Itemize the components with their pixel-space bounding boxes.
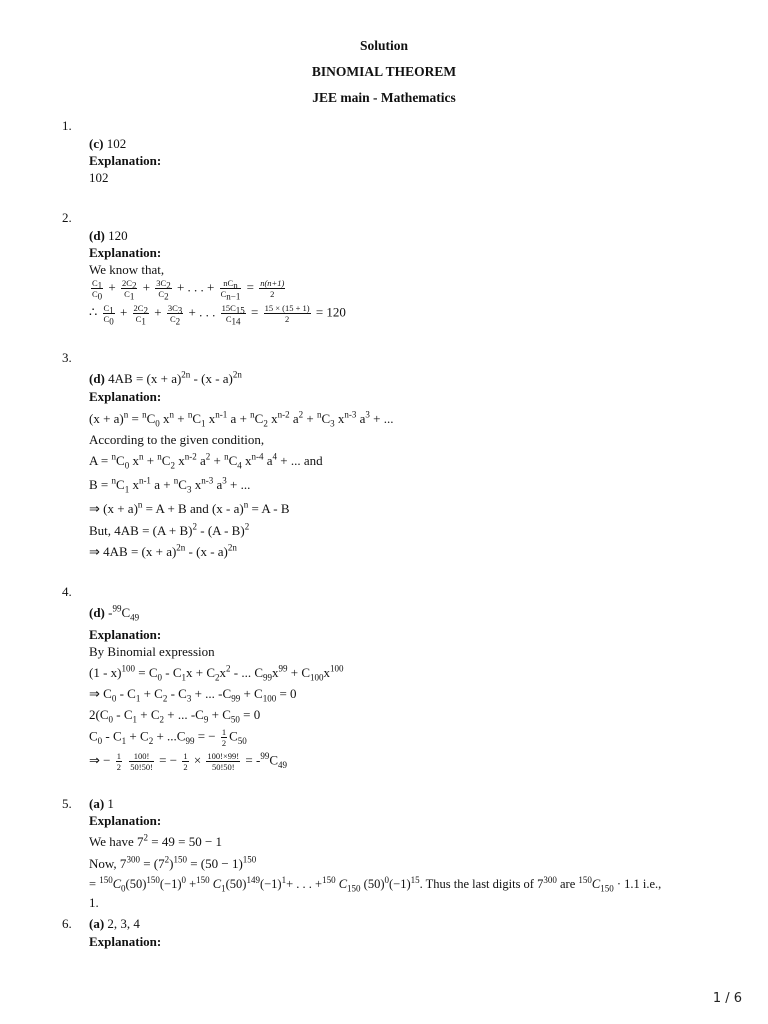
q5-answer-line bbox=[89, 796, 114, 812]
page-number: 1 / 6 bbox=[712, 991, 742, 1006]
q3-condition: According to the given condition, bbox=[89, 432, 265, 447]
q3-explanation-label: Explanation: bbox=[89, 389, 162, 404]
q2-formula-applied: ∴ $\frac{C_1}{C_0}$ + $\frac{2C_2}{C_1}$ + $\frac{3C_3}{C_2}$ + . . . $\frac{15C_{15}}{C_{14}}$ = $\frac{15 \times (15 + 1)}{2}$ = 120 bbox=[89, 303, 346, 327]
q4-step1: ⇒ $C_0 - C_1 + C_2 - C_3$ + ... $-C_{99} + C_{100} = 0$ bbox=[89, 686, 297, 704]
q6-option: (a) bbox=[89, 916, 105, 931]
q5-tail: 1. bbox=[89, 895, 99, 910]
q5-step2: Now, $7^{300} = (7^2)^{150} = (50 - 1)^{150}$ bbox=[89, 854, 257, 871]
q1-answer: 102 bbox=[106, 136, 127, 151]
q2-number: 2. bbox=[62, 210, 72, 225]
q4-expansion: $(1 - x)^{100} = C_0 - C_1x + C_2x^2$ - ... $C_{99}x^{99} + C_{100}x^{100}$ bbox=[89, 663, 344, 683]
q6-answer-line bbox=[89, 916, 140, 932]
q3-answer: $4AB = (x + a)^{2n} - (x - a)^{2n}$ bbox=[108, 369, 242, 386]
q6-explanation-label: Explanation: bbox=[89, 934, 162, 949]
q1-number: 1. bbox=[62, 118, 72, 133]
q4-answer-line bbox=[89, 605, 139, 621]
q3-number: 3. bbox=[62, 350, 72, 365]
doc-title: Solution bbox=[359, 38, 409, 53]
q4-answer: $-^{99}C_{49}$ bbox=[108, 603, 140, 623]
q2-answer-line bbox=[89, 228, 128, 244]
q3-step3: ⇒ $4AB = (x + a)^{2n} - (x - a)^{2n}$ bbox=[89, 542, 237, 559]
q1-option: (c) bbox=[89, 136, 104, 151]
q2-formula-general: $\frac{C_1}{C_0}$ + $\frac{2C_2}{C_1}$ + $\frac{3C_2}{C_2}$ + . . . + $\frac{nC_n}{C_{n-1}}$ = $\frac{n(n+1)}{2}$ bbox=[92, 278, 285, 302]
q2-intro: We know that, bbox=[89, 262, 165, 277]
q4-number: 4. bbox=[62, 584, 72, 599]
q2-explanation-label: Explanation: bbox=[89, 245, 162, 260]
q1-answer-line bbox=[89, 136, 126, 152]
q4-step4: ⇒ − $\frac{1}{2}$ $\frac{100!}{50!50!}$ = − $\frac{1}{2}$ × $\frac{100!\times 99!}{50!50!}$ = $-^{99}C_{49}$ bbox=[89, 751, 287, 772]
q1-explanation-label: Explanation: bbox=[89, 153, 162, 168]
q5-step1: We have $7^2 = 49 = 50 - 1$ bbox=[89, 832, 223, 849]
q3-a-def: $A = ^nC_0$ $x^n + ^nC_2$ $x^{n-2}$ $a^2 + ^nC_4$ $x^{n-4}$ $a^4$ + ... and bbox=[89, 451, 323, 471]
q4-intro: By Binomial expression bbox=[89, 644, 215, 659]
q5-option: (a) bbox=[89, 796, 105, 811]
q3-option: (d) bbox=[89, 371, 105, 386]
q4-step2: $2(C_0 - C_1 + C_2$ + ... $-C_9 + C_{50} = 0$ bbox=[89, 707, 261, 725]
q2-answer: 120 bbox=[108, 228, 128, 243]
doc-subject: BINOMIAL THEOREM bbox=[311, 64, 457, 79]
q3-step1: ⇒ $(x + a)^n = A + B$ and (x - a)$^n$ = A - B bbox=[89, 499, 290, 516]
q3-answer-line bbox=[89, 371, 242, 387]
q2-option: (d) bbox=[89, 228, 105, 243]
q6-answer: 2, 3, 4 bbox=[107, 916, 140, 931]
q4-explanation-label: Explanation: bbox=[89, 627, 162, 642]
q4-option: (d) bbox=[89, 605, 105, 620]
q4-step3: $C_0 - C_1 + C_2 + ...C_{99}$ = − $\frac{1}{2}$ $C_{50}$ bbox=[89, 727, 247, 748]
q5-number: 5. bbox=[62, 796, 72, 811]
q5-explanation-label: Explanation: bbox=[89, 813, 162, 828]
q1-explanation-text: 102 bbox=[89, 170, 109, 185]
q2-result: = 120 bbox=[315, 304, 346, 320]
q5-answer: 1 bbox=[107, 796, 114, 811]
q5-step3: = $^{150}C_0(50)^{150}(-1)^0 +^{150}$ $C_1(50)^{149}(-1)^1+$ . . . +$^{150}$ $C_{150}$ $(50)^0(-1)^{15}$. Thus the last digits of $7^{300}$ are $^{150}C_{150} \cdot 1.1$ i.e., bbox=[89, 874, 662, 894]
doc-exam: JEE main - Mathematics bbox=[312, 90, 456, 105]
q3-b-def: $B = ^nC_1$ $x^{n-1}$ $a + ^nC_3$ $x^{n-3}$ $a^3$ + ... bbox=[89, 475, 251, 495]
q3-expansion: $(x + a)^n = ^nC_0$ $x^n + ^nC_1$ $x^{n-1}$ $a + ^nC_2$ $x^{n-2}$ $a^2 + ^nC_3$ $x^{n-3}$ $a^3$ + ... bbox=[89, 409, 394, 429]
q3-step2: But, $4AB = (A + B)^2 - (A - B)^2$ bbox=[89, 521, 250, 538]
q6-number: 6. bbox=[62, 916, 72, 931]
